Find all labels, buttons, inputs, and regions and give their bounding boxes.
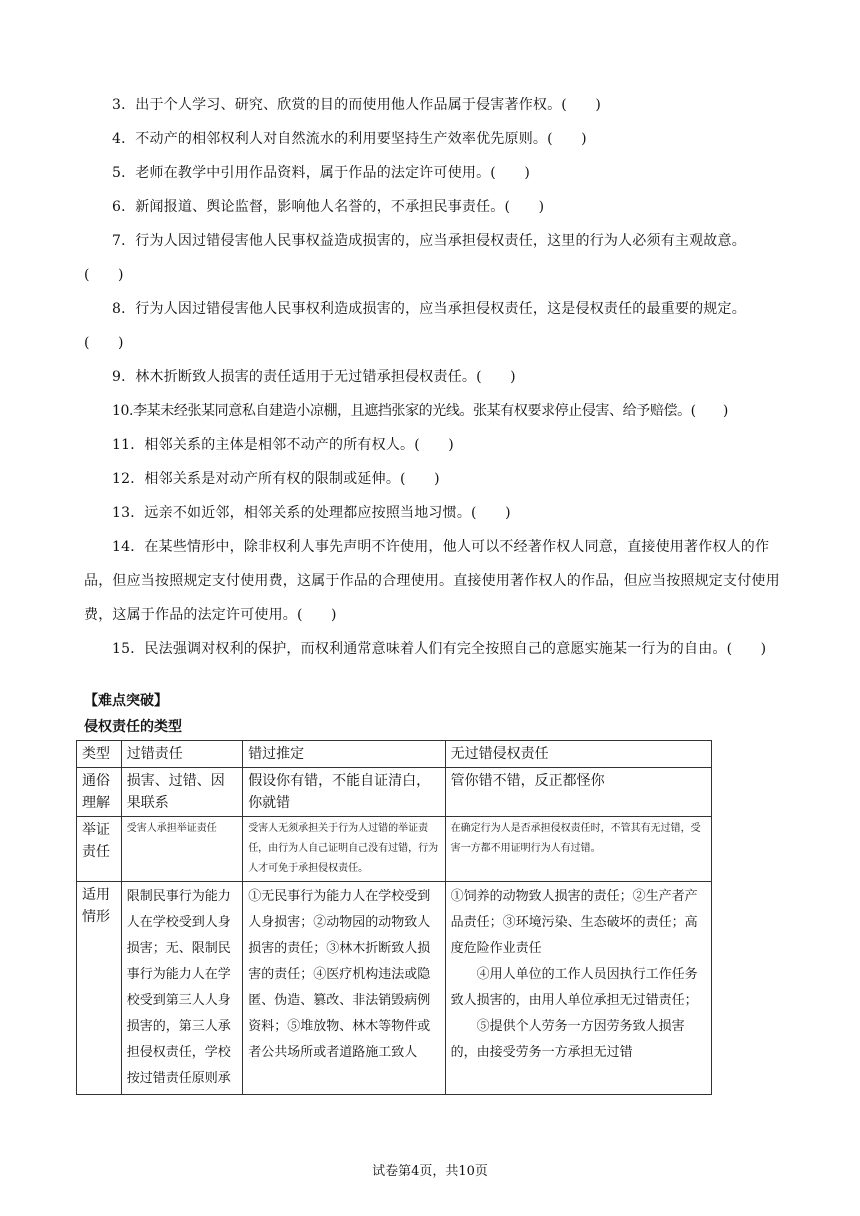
table-header-row — [77, 741, 712, 768]
question-12: 12．相邻关系是对动产所有权的限制或延伸。( ) — [112, 471, 440, 487]
header-strict: 无过错侵权责任 — [445, 741, 711, 768]
strict-case-2: ④用人单位的工作人员因执行工作任务致人损害的，由用人单位承担无过错责任； — [450, 967, 698, 1008]
row-strict-cell — [445, 882, 711, 1095]
question-15: 15．民法强调对权利的保护，而权利通常意味着人们有完全按照自己的意愿实施某一行为的自由。( ) — [112, 641, 767, 657]
row-presumed-cell: ①无民事行为能力人在学校受到人身损害；②动物园的动物致人损害的责任；③林木折断致人损害的责任；④医疗机构违法或隐匿、伪造、篡改、非法销毁病例资料；⑤堆放物、林木等物件或者公共场所或者道路施工致人 — [243, 882, 445, 1095]
question-list — [84, 88, 784, 666]
question-9: 9．林木折断致人损害的责任适用于无过错承担侵权责任。( ) — [112, 369, 516, 385]
table-row — [77, 817, 712, 882]
strict-case-3: ⑤提供个人劳务一方因劳务致人损害的，由接受劳务一方承担无过错 — [450, 1019, 685, 1060]
row-fault-cell: 损害、过错、因果联系 — [121, 768, 242, 817]
row-strict-cell: 管你错不错，反正都怪你 — [445, 768, 711, 817]
question-11: 11．相邻关系的主体是相邻不动产的所有权人。( ) — [112, 437, 454, 453]
row-strict-cell: 在确定行为人是否承担侵权责任时，不管其有无过错，受害一方都不用证明行为人有过错。 — [445, 817, 711, 882]
tort-liability-table — [76, 740, 712, 1095]
question-5: 5．老师在教学中引用作品资料，属于作品的法定许可使用。( ) — [112, 165, 531, 181]
row-fault-cell: 限制民事行为能力人在学校受到人身损害；无、限制民事行为能力人在学校受到第三人人身损害的，第三人承担侵权责任，学校按过错责任原则承 — [121, 882, 242, 1095]
question-10: 10.李某未经张某同意私自建造小凉棚，且遮挡张家的光线。张某有权要求停止侵害、给予赔偿。( ) — [112, 403, 728, 419]
header-fault: 过错责任 — [121, 741, 242, 768]
section-subtitle: 侵权责任的类型 — [84, 719, 182, 735]
row-presumed-cell: 假设你有错，不能自证清白，你就错 — [243, 768, 445, 817]
table-row — [77, 768, 712, 817]
row-type-cell: 适用情形 — [77, 882, 122, 1095]
row-type-cell: 举证责任 — [77, 817, 122, 882]
strict-case-1: ①饲养的动物致人损害的责任；②生产者产品责任；③环境污染、生态破坏的责任；高度危险作业责任 — [450, 889, 698, 956]
page-footer: 试卷第4页，共10页 — [372, 1164, 488, 1179]
question-14: 14．在某些情形中，除非权利人事先声明不许使用，他人可以不经著作权人同意，直接使用著作权人的作品，但应当按照规定支付使用费，这属于作品的合理使用。直接使用著作权人的作品，但应当按照规定支付使用费，这属于作品的法定许可使用。( ) — [84, 539, 780, 623]
header-presumed: 错过推定 — [243, 741, 445, 768]
question-7: 7．行为人因过错侵害他人民事权益造成损害的，应当承担侵权责任，这里的行为人必须有主观故意。( ) — [84, 233, 746, 283]
question-3: 3．出于个人学习、研究、欣赏的目的而使用他人作品属于侵害著作权。( ) — [112, 97, 602, 113]
row-presumed-cell: 受害人无须承担关于行为人过错的举证责任，由行为人自己证明自己没有过错，行为人才可免于承担侵权责任。 — [243, 817, 445, 882]
question-6: 6．新闻报道、舆论监督，影响他人名誉的，不承担民事责任。( ) — [112, 199, 545, 215]
section-title: 【难点突破】 — [84, 693, 168, 709]
header-type: 类型 — [77, 741, 122, 768]
question-4: 4．不动产的相邻权利人对自然流水的利用要坚持生产效率优先原则。( ) — [112, 131, 587, 147]
question-8: 8．行为人因过错侵害他人民事权利造成损害的，应当承担侵权责任，这是侵权责任的最重要的规定。( ) — [84, 301, 746, 351]
row-fault-cell: 受害人承担举证责任 — [121, 817, 242, 882]
table-row — [77, 882, 712, 1095]
question-13: 13．远亲不如近邻，相邻关系的处理都应按照当地习惯。( ) — [112, 505, 511, 521]
row-type-cell: 通俗理解 — [77, 768, 122, 817]
